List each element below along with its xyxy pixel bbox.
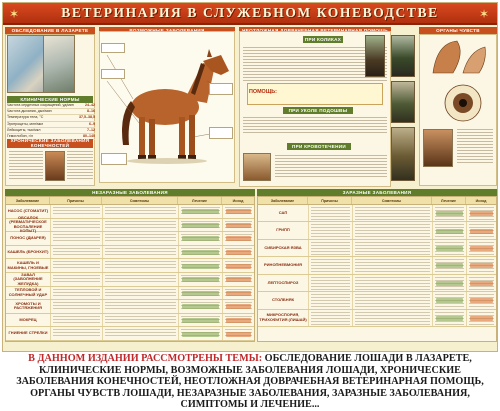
table-cell	[222, 259, 254, 272]
hoof-care-header: ПРИ УКОЛЕ ПОДОШВЫ	[283, 107, 353, 114]
lazaret-photo-2	[43, 35, 75, 93]
table-cell	[178, 287, 222, 300]
disease-name: ЛЕПТОСПИРОЗ	[267, 279, 299, 285]
chronic-text-2	[67, 151, 93, 181]
poster-footer	[7, 344, 495, 350]
table-cell	[308, 222, 352, 238]
bleeding-text	[275, 155, 387, 179]
table-cell	[102, 219, 178, 232]
outcome-badge	[226, 332, 251, 337]
outcome-badge	[226, 318, 251, 323]
table-row	[6, 246, 254, 260]
norm-row: Лейкоциты, тыс/мкл 7–12	[7, 128, 95, 134]
table-cell	[50, 232, 102, 245]
table-cell	[352, 222, 432, 238]
table-cell	[432, 310, 466, 326]
disease-name: КАШЕЛЬ И МАКИНЫ, ГНОЕВЫЕ	[7, 260, 49, 270]
disease-name: САП	[278, 210, 288, 215]
table-cell	[50, 273, 102, 286]
table-cell	[102, 273, 178, 286]
table-row	[258, 205, 496, 222]
outcome-badge	[182, 209, 219, 214]
outcome-badge	[226, 304, 251, 309]
table-cell	[102, 232, 178, 245]
table-cell	[432, 205, 466, 221]
poster	[2, 2, 498, 352]
table-cell	[178, 259, 222, 272]
outcome-badge	[226, 291, 251, 296]
outcome-badge	[182, 236, 219, 241]
table-cell	[352, 275, 432, 291]
outcome-badge	[470, 229, 493, 234]
outcome-badge	[226, 277, 251, 282]
table-row	[6, 273, 254, 287]
table-cell	[308, 205, 352, 221]
eye-diagram	[443, 83, 483, 123]
table-cell	[50, 327, 102, 340]
table-cell	[102, 287, 178, 300]
table-row	[6, 215, 254, 234]
section-header-lazaret: ОБСЛЕДОВАНИЕ В ЛАЗАРЕТЕ	[5, 27, 95, 34]
table-cell	[432, 275, 466, 291]
disease-label	[101, 69, 125, 79]
disease-name: ТЕПЛОВОЙ И СОЛНЕЧНЫЙ УДАР	[8, 287, 48, 297]
first-aid-photo	[243, 153, 271, 181]
disease-label	[209, 127, 233, 139]
help-label: ПОМОЩЬ:	[249, 89, 277, 95]
table-row	[6, 232, 254, 246]
noninfectious-table-header: Заболевание Причины Симптомы Лечение Исход	[6, 197, 254, 205]
table-cell	[466, 222, 496, 238]
disease-label	[101, 43, 125, 53]
outcome-badge	[470, 246, 493, 251]
horse-head-photo	[365, 35, 385, 77]
table-row	[6, 287, 254, 301]
table-row	[6, 327, 254, 341]
soldier-photo-2	[391, 81, 415, 123]
outcome-badge	[470, 263, 493, 268]
table-cell	[50, 300, 102, 313]
outcome-badge	[226, 223, 251, 228]
section-header-clinical-norms: КЛИНИЧЕСКИЕ НОРМЫ	[7, 96, 93, 103]
outcome-badge	[182, 250, 219, 255]
outcome-badge	[226, 250, 251, 255]
norm-row: Частота сердечных сокращений, уд/мин 24–42	[7, 103, 95, 109]
table-cell	[352, 240, 432, 256]
table-row	[258, 257, 496, 274]
disease-name: ПОНОС (ДИАРЕЯ)	[10, 235, 46, 241]
infectious-table-header: Заболевание Причины Симптомы Лечение Исход	[258, 197, 496, 205]
horse-nose-photo	[423, 129, 453, 167]
disease-name: НАСОС (СТОМАТИТ)	[7, 208, 49, 214]
table-cell	[222, 219, 254, 232]
outcome-badge	[226, 209, 251, 214]
disease-name: МИКРОСПОРИЯ, ТРИХОФИТИЯ (ЛИШАЙ)	[259, 312, 307, 322]
ear-diagram	[423, 37, 493, 77]
table-row	[258, 222, 496, 239]
table-cell	[352, 205, 432, 221]
disease-name: ГРИПП	[276, 227, 290, 233]
outcome-badge	[436, 229, 463, 234]
table-cell	[50, 259, 102, 272]
section-header-chronic: ХРОНИЧЕСКИЕ ЗАБОЛЕВАНИЯ КОНЕЧНОСТЕЙ	[7, 139, 93, 148]
table-cell	[178, 300, 222, 313]
chronic-text	[9, 151, 43, 181]
star-icon: ✶	[479, 7, 490, 21]
table-cell	[466, 240, 496, 256]
table-cell	[432, 257, 466, 273]
table-cell	[466, 275, 496, 291]
soldier-photo	[391, 35, 415, 77]
table-cell	[466, 257, 496, 273]
outcome-badge	[470, 211, 493, 216]
outcome-badge	[226, 264, 251, 269]
table-row	[258, 292, 496, 309]
norm-row: Частота дыхания, дых/мин 8–16	[7, 109, 95, 115]
hoof-photo	[45, 151, 65, 181]
table-cell	[352, 257, 432, 273]
table-cell	[50, 287, 102, 300]
outcome-badge	[470, 298, 493, 303]
caption-body: ОБСЛЕДОВАНИЕ ЛОШАДИ В ЛАЗАРЕТЕ, КЛИНИЧЕСКИЕ НОРМЫ, ВОЗМОЖНЫЕ ЗАБОЛЕВАНИЯ ЛОШАДИ, ХРОНИЧЕСКИЕ ЗАБОЛЕВАНИЯ КОНЕЧНОСТЕЙ, НЕОТЛОЖНАЯ ДОВРАЧЕБНАЯ ВЕТЕРИНАРНАЯ ПОМОЩЬ, ОРГАНЫ ЧУВСТВ ЛОШАДИ, НЕЗАРАЗНЫЕ ЗАБОЛЕВАНИЯ, ЗАРАЗНЫЕ ЗАБОЛЕВАНИЯ, СИМПТОМЫ И ЛЕЧЕНИЕ...	[16, 353, 484, 411]
table-cell	[222, 300, 254, 313]
table-cell	[178, 232, 222, 245]
table-cell	[178, 273, 222, 286]
colic-header: ПРИ КОЛИКАХ	[304, 37, 342, 42]
outcome-badge	[182, 304, 219, 309]
caption-lead: В ДАННОМ ИЗДАНИИ РАССМОТРЕНЫ ТЕМЫ:	[28, 353, 263, 364]
disease-name: ЗАВАЛ (ЗАВОЛНЕНИЕ ЖЕЛУДКА)	[13, 271, 43, 286]
table-cell	[308, 292, 352, 308]
table-cell	[102, 314, 178, 327]
outcome-badge	[182, 277, 219, 282]
table-cell	[222, 327, 254, 340]
bleeding-header: ПРИ КРОВОТЕЧЕНИИ	[287, 143, 351, 150]
table-cell	[102, 246, 178, 259]
outcome-badge	[436, 211, 463, 216]
disease-name: КАШЕЛЬ (БРОНХИТ)	[7, 248, 49, 254]
disease-name: ГНИЕНИЕ СТРЕЛКИ	[8, 330, 48, 336]
norm-row: Эритроциты, млн/мкл 6–9	[7, 122, 95, 128]
table-cell	[432, 240, 466, 256]
outcome-badge	[436, 263, 463, 268]
table-cell	[178, 246, 222, 259]
poster-title: ВЕТЕРИНАРИЯ В СЛУЖЕБНОМ КОНЕВОДСТВЕ	[61, 5, 439, 20]
soldier-photo-3	[391, 127, 415, 181]
norm-row: Гемоглобин, г/л 80–140	[7, 134, 95, 140]
outcome-badge	[470, 281, 493, 286]
table-cell	[222, 246, 254, 259]
outcome-badge	[436, 281, 463, 286]
table-cell	[178, 314, 222, 327]
table-row	[6, 300, 254, 314]
hoof-care-text	[243, 117, 387, 135]
disease-name: СИБИРСКАЯ ЯЗВА	[264, 244, 302, 250]
table-cell	[222, 273, 254, 286]
table-cell	[178, 327, 222, 340]
outcome-badge	[182, 318, 219, 323]
table-cell	[352, 292, 432, 308]
table-cell	[466, 310, 496, 326]
star-icon: ✶	[9, 7, 20, 21]
table-cell	[432, 292, 466, 308]
table-cell	[102, 300, 178, 313]
table-cell	[466, 205, 496, 221]
disease-name: СТОЛБНЯК	[271, 297, 295, 303]
table-cell	[222, 287, 254, 300]
disease-label	[209, 83, 233, 95]
outcome-badge	[182, 264, 219, 269]
table-cell	[102, 205, 178, 218]
outcome-badge	[436, 316, 463, 321]
table-row	[6, 259, 254, 273]
table-cell	[222, 205, 254, 218]
table-cell	[222, 314, 254, 327]
table-cell	[50, 246, 102, 259]
table-row	[258, 240, 496, 257]
section-header-noninfectious: НЕЗАРАЗНЫЕ ЗАБОЛЕВАНИЯ	[5, 189, 255, 196]
disease-name: ОБСАЛОК (РЕВМАТИЧЕСКОЕ ВОСПАЛЕНИЕ КОПЫТ)	[9, 215, 47, 234]
table-cell	[178, 219, 222, 232]
outcome-badge	[470, 316, 493, 321]
table-row	[258, 275, 496, 292]
table-cell	[432, 222, 466, 238]
outcome-badge	[436, 298, 463, 303]
table-cell	[308, 310, 352, 326]
outcome-badge	[226, 236, 251, 241]
table-row	[258, 310, 496, 327]
table-cell	[352, 310, 432, 326]
table-cell	[178, 205, 222, 218]
outcome-badge	[436, 246, 463, 251]
disease-name: ХРОМОТЫ И РАСТЯЖЕНИЯ	[13, 301, 43, 311]
section-header-senses: ОРГАНЫ ЧУВСТВ	[419, 27, 497, 34]
table-cell	[50, 314, 102, 327]
table-cell	[102, 259, 178, 272]
table-cell	[308, 257, 352, 273]
outcome-badge	[182, 291, 219, 296]
table-cell	[308, 275, 352, 291]
outcome-badge	[182, 223, 219, 228]
table-row	[6, 314, 254, 328]
table-cell	[308, 240, 352, 256]
table-cell	[50, 205, 102, 218]
outcome-badge	[182, 332, 219, 337]
disease-label	[101, 153, 127, 165]
disease-name: РИНОПНЕВМОНИЯ	[264, 262, 302, 268]
caption	[2, 353, 498, 411]
section-header-infectious: ЗАРАЗНЫЕ ЗАБОЛЕВАНИЯ	[257, 189, 497, 196]
table-cell	[50, 219, 102, 232]
table-cell	[222, 232, 254, 245]
norm-row: Температура тела, °С 37,5–38,5	[7, 115, 95, 121]
disease-name: МОКРЕЦ	[19, 316, 37, 322]
table-cell	[466, 292, 496, 308]
senses-text	[457, 129, 493, 165]
title-banner	[3, 3, 497, 25]
clinical-norms-table	[7, 103, 95, 140]
table-cell	[102, 327, 178, 340]
